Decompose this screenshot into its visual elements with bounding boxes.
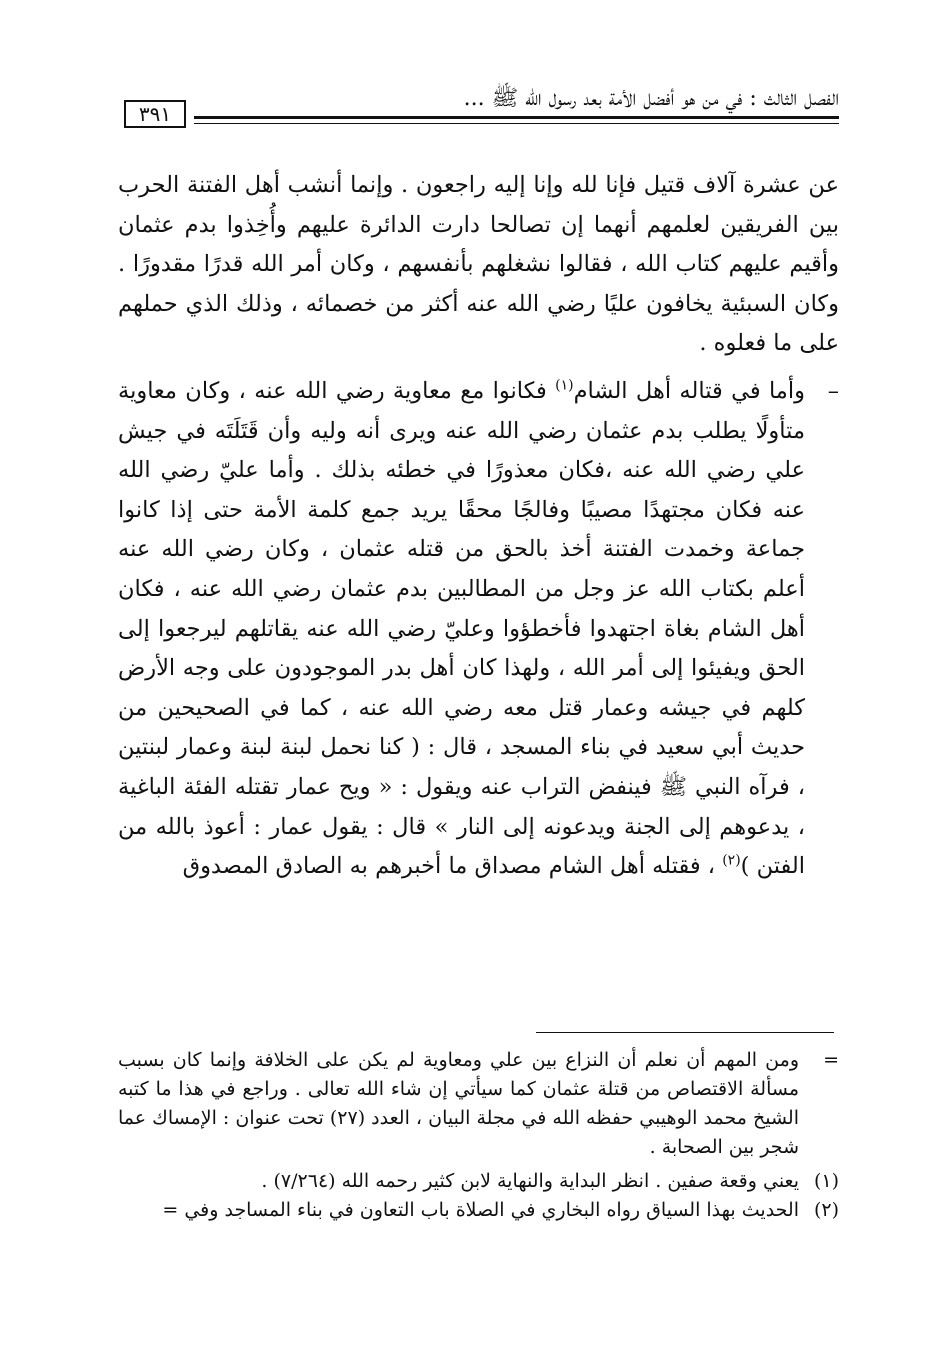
paragraph-2-middle: فكانوا مع معاوية رضي الله عنه ، وكان معاوية متأولًا يطلب بدم عثمان رضي الله عنه ويرى أنه وليه وأن قَتَلَتَه في جيش علي رضي الله عنه ،فكان معذورًا في خطئه بذلك . وأما عليّ رضي الله عنه فكان مجتهدًا مصيبًا وفالجًا محقًا يريد جمع كلمة الأمة حتى إذا كانوا جماعة وخمدت الفتنة أخذ بالحق من قتله عثمان ، وكان رضي الله عنه أعلم بكتاب الله عز وجل من المطالبين بدم عثمان رضي الله عنه ، فكان أهل الشام بغاة اجتهدوا فأخطؤوا وعليّ رضي الله عنه يقاتلهم ليرجعوا إلى الحق ويفيئوا إلى أمر الله ، ولهذا كان أهل بدر الموجودون على وجه الأرض كلهم في جيشه وعمار قتل معه رضي الله عنه ، كما في الصحيحين من حديث أبي سعيد في بناء المسجد ، قال : ( كنا نحمل لبنة لبنة وعمار لبنتين ، فرآه النبي ﷺ فينفض التراب عنه ويقول : « ويح عمار تقتله الفئة الباغية ، يدعوهم إلى الجنة ويدعونه إلى النار » قال : يقول عمار : أعوذ بالله من الفتن ) [118,377,805,880]
footnote-separator [536,1032,834,1033]
footnote-2-text: الحديث بهذا السياق رواه البخاري في الصلاة باب التعاون في بناء المساجد وفي = [162,1199,799,1221]
footnote-1-text: يعني وقعة صفين . انظر البداية والنهاية لابن كثير رحمه الله (٧/٢٦٤) . [261,1170,799,1192]
running-header [124,80,839,140]
list-dash: – [827,377,839,404]
footnote-1-marker: (١) [813,1170,839,1192]
footnote-1 [118,1167,839,1196]
continuation-text: ومن المهم أن نعلم أن النزاع بين علي ومعاوية لم يكن على الخلافة وإنما كان بسبب مسألة الاقتصاص من قتلة عثمان كما سيأتي إن شاء الله تعالى . وراجع في هذا ما كتبه الشيخ محمد الوهيبي حفظه الله في مجلة البيان ، العدد (٢٧) تحت عنوان : الإمساك عما شجر بين الصحابة . [118,1049,799,1158]
main-text [118,166,839,887]
continuation-marker: = [823,1049,839,1071]
footnote-2 [118,1196,839,1225]
header-rule [194,116,839,124]
footnote-ref-1[interactable]: (١) [555,377,574,394]
paragraph-2 [118,372,839,887]
paragraph-2-start: وأما في قتاله أهل الشام [573,377,805,404]
page-number: ٣٩١ [124,100,186,128]
paragraph-2-end: ، فقتله أهل الشام مصداق ما أخبرهم به الصادق المصدوق [182,853,723,880]
footnote-ref-2[interactable]: (٢) [722,852,741,869]
footnote-continuation [118,1046,839,1162]
footnotes [118,1046,839,1225]
footnote-2-marker: (٢) [813,1199,839,1221]
paragraph-1: عن عشرة آلاف قتيل فإنا لله وإنا إليه راجعون . وإنما أنشب أهل الفتنة الحرب بين الفريقين لعلمهم أنهما إن تصالحا دارت الدائرة عليهم وأُخِذوا بدم عثمان وأقيم عليهم كتاب الله ، فقالوا نشغلهم بأنفسهم ، وكان أمر الله قدرًا مقدورًا . وكان السبئية يخافون عليًا رضي الله عنه أكثر من خصمائه ، وذلك الذي حملهم على ما فعلوه . [118,172,839,357]
chapter-title: الفصل الثالث : في من هو أفضل الأمة بعد رسول الله ﷺ ... [463,86,839,111]
